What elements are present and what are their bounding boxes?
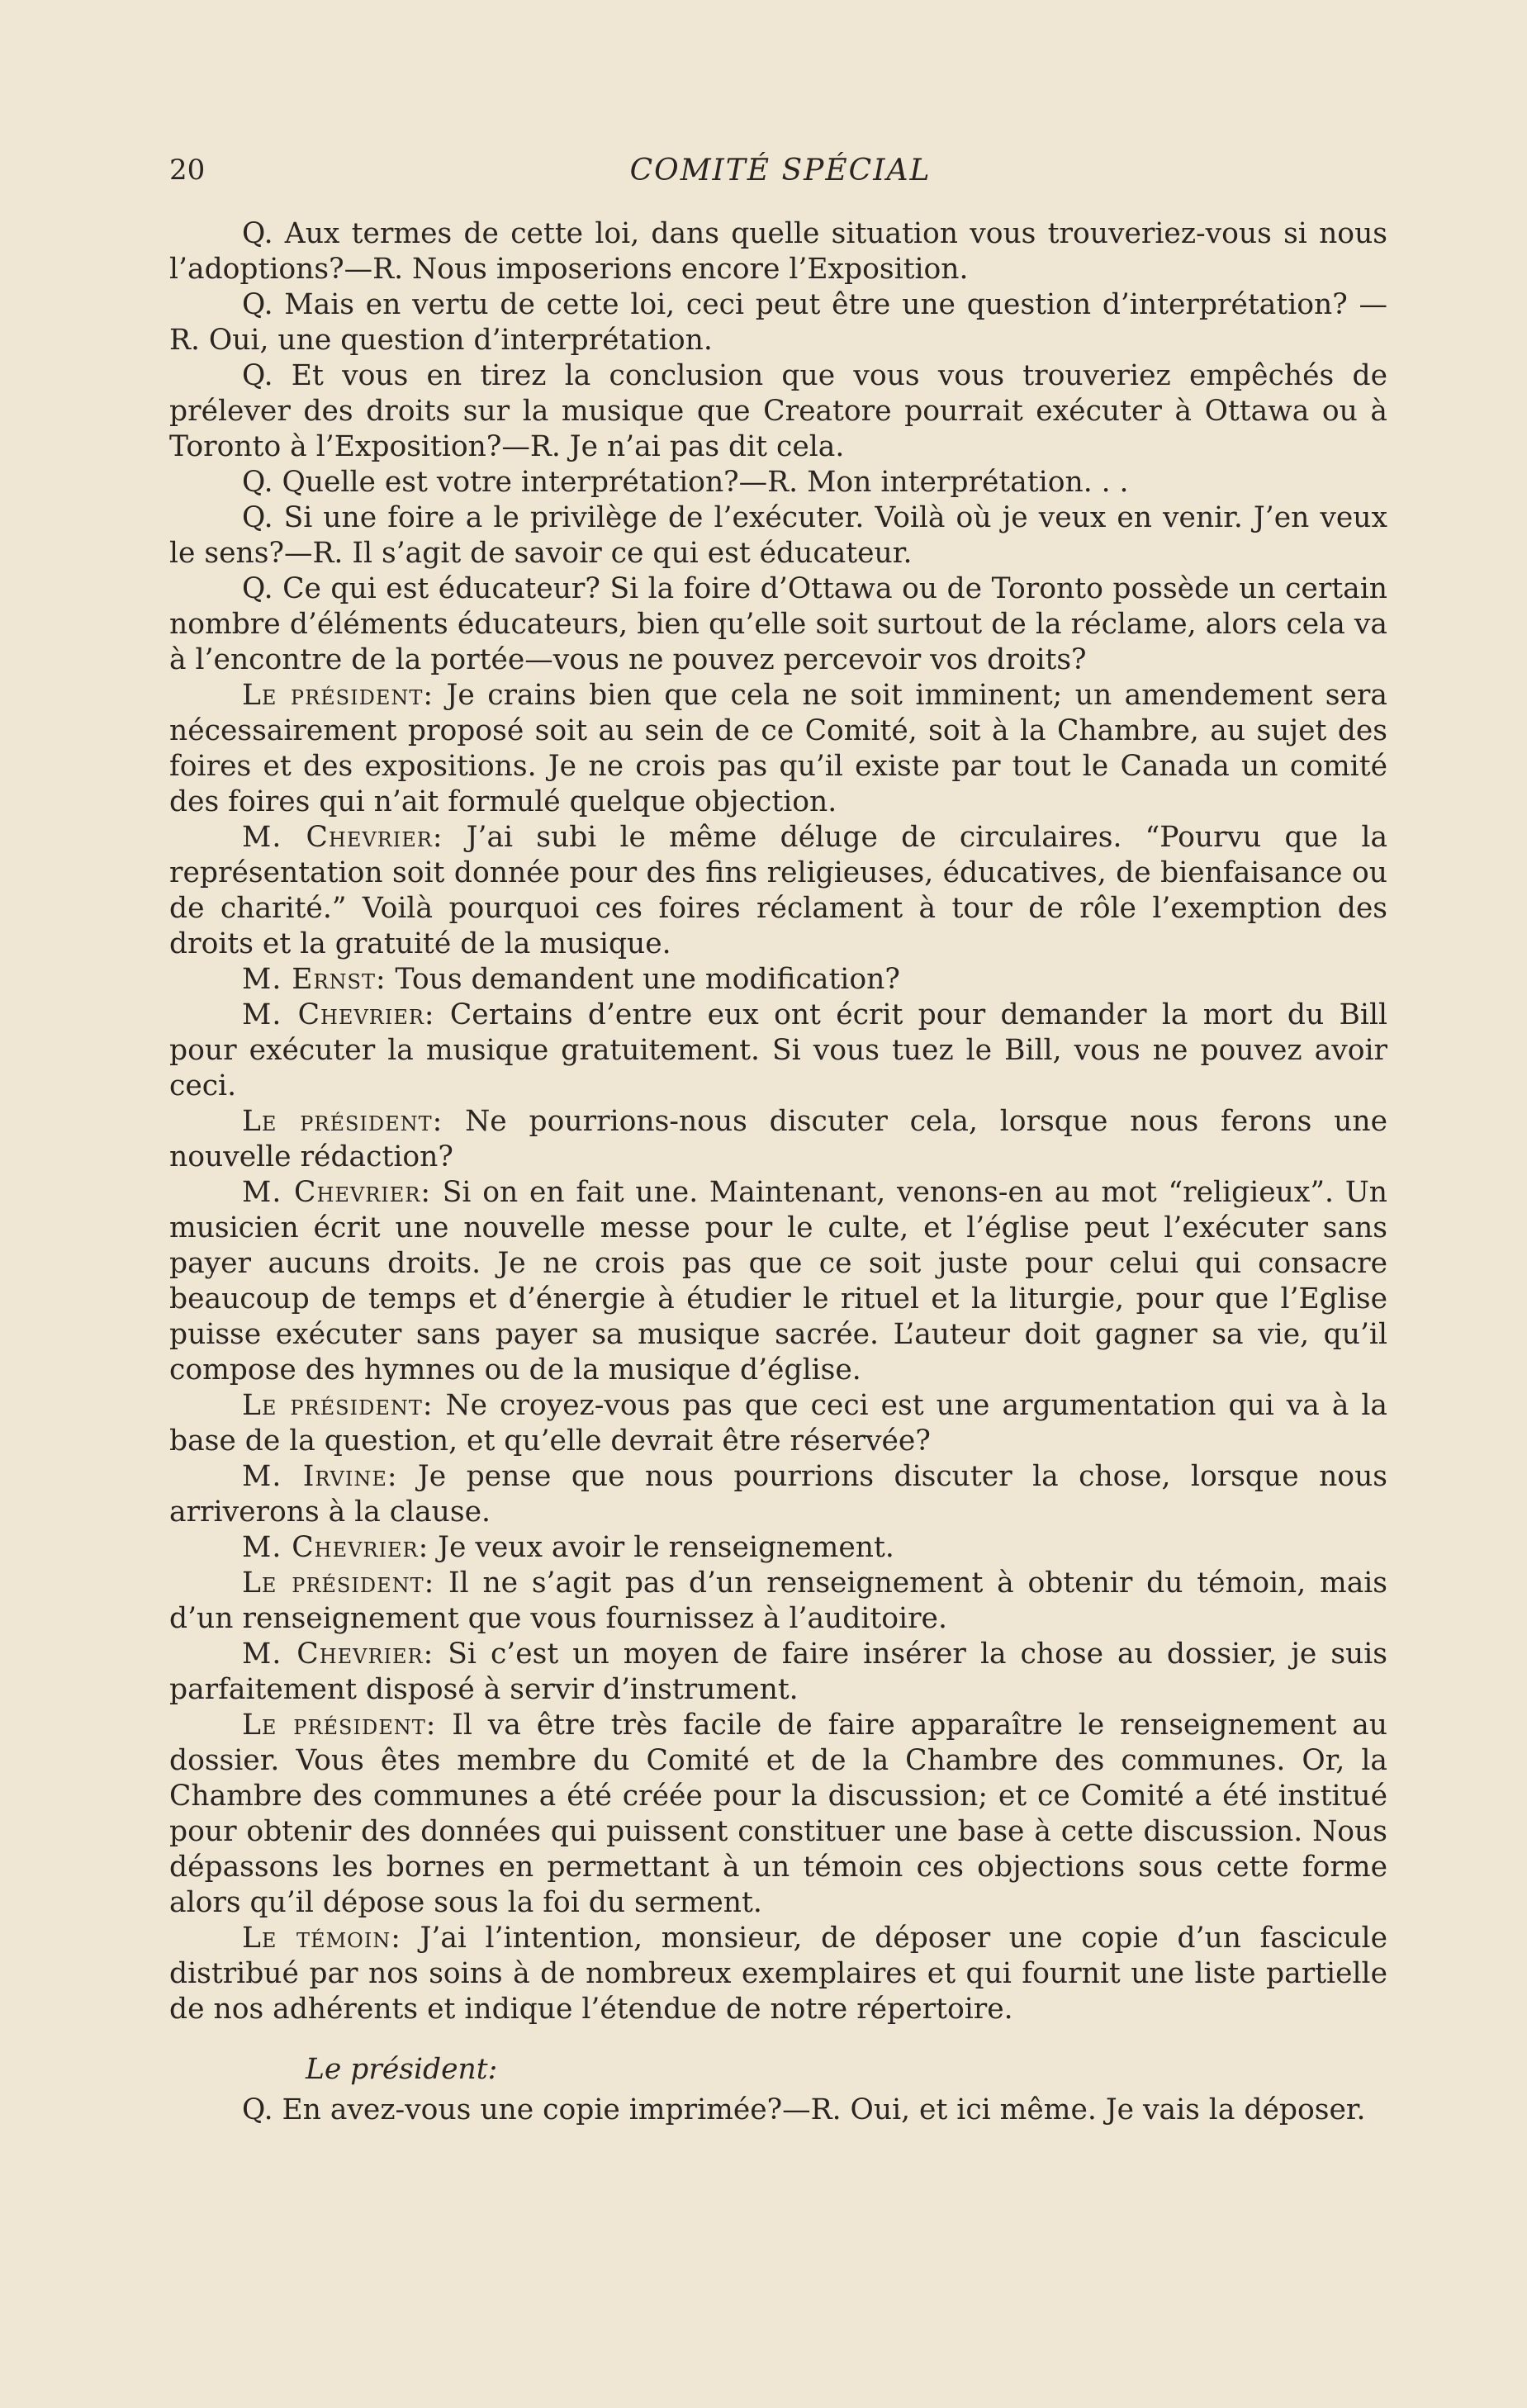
paragraph: Q. Aux termes de cette loi, dans quelle situation vous trouveriez-vous si nous l’adoptions?—R. Nous imposerions encore l’Exposition.	[169, 217, 1387, 286]
speaker-name: Le président:	[242, 1567, 435, 1600]
paragraph: Q. En avez-vous une copie imprimée?—R. Oui, et ici même. Je vais la déposer.	[242, 2093, 1366, 2126]
speaker-name: Le président:	[242, 1389, 434, 1422]
speaker-name: Le président:	[242, 679, 434, 712]
speaker-name: M. Chevrier:	[242, 1638, 434, 1671]
paragraph: Q. Ce qui est éducateur? Si la foire d’Ottawa ou de Toronto possède un certain nombre d’éléments éducateurs, bien qu’elle soit surtout de la réclame, alors cela va à l’encontre de la portée—vous ne pouvez percevoir vos droits?	[169, 572, 1387, 676]
speaker-name: M. Chevrier:	[242, 821, 443, 854]
paragraph: M. Chevrier: Je veux avoir le renseignement.	[242, 1531, 894, 1564]
speaker-name: M. Ernst:	[242, 963, 386, 996]
paragraph: Q. Si une foire a le privilège de l’exécuter. Voilà où je veux en venir. J’en veux le sens?—R. Il s’agit de savoir ce qui est éducateur.	[169, 501, 1387, 570]
paragraph: Le président: Ne pourrions-nous discuter cela, lorsque nous ferons une nouvelle rédaction?	[169, 1105, 1388, 1173]
paragraph: Q. Mais en vertu de cette loi, ceci peut être une question d’interprétation? —R. Oui, une question d’interprétation.	[169, 288, 1387, 357]
speaker-name: M. Chevrier:	[242, 1176, 431, 1209]
paragraph: M. Irvine: Je pense que nous pourrions discuter la chose, lorsque nous arriverons à la clause.	[169, 1460, 1387, 1529]
paragraph: M. Chevrier: Si c’est un moyen de faire insérer la chose au dossier, je suis parfaitement disposé à servir d’instrument.	[169, 1638, 1388, 1706]
paragraph: Le président: Ne croyez-vous pas que ceci est une argumentation qui va à la base de la question, et qu’elle devrait être réservée?	[169, 1389, 1387, 1458]
speaker-name: M. Chevrier:	[242, 998, 435, 1031]
transcript-body	[169, 216, 1387, 2128]
speaker-name: M. Irvine:	[242, 1460, 398, 1493]
paragraph: M. Chevrier: Si on en fait une. Maintenant, venons-en au mot “religieux”. Un musicien écrit une nouvelle messe pour le culte, et l’église peut l’exécuter sans payer aucuns droits. Je ne crois pas que ce soit juste pour celui qui consacre beaucoup de temps et d’énergie à étudier le rituel et la liturgie, pour que l’Eglise puisse exécuter sans payer sa musique sacrée. L’auteur doit gagner sa vie, qu’il compose des hymnes ou de la musique d’église.	[169, 1176, 1387, 1386]
speaker-name: Le président:	[242, 1709, 437, 1742]
paragraph: M. Chevrier: Certains d’entre eux ont écrit pour demander la mort du Bill pour exécuter la musique gratuitement. Si vous tuez le Bill, vous ne pouvez avoir ceci.	[169, 998, 1388, 1102]
speaker-name: Le témoin:	[242, 1922, 401, 1955]
page-header	[169, 154, 1392, 195]
paragraph: M. Chevrier: J’ai subi le même déluge de circulaires. “Pourvu que la représentation soit donnée pour des fins religieuses, éducatives, de bienfaisance ou de charité.” Voilà pourquoi ces foires réclament à tour de rôle l’exemption des droits et la gratuité de la musique.	[169, 821, 1388, 960]
paragraph: M. Ernst: Tous demandent une modification?	[242, 963, 900, 996]
paragraph: Le président: Il ne s’agit pas d’un renseignement à obtenir du témoin, mais d’un renseignement que vous fournissez à l’auditoire.	[169, 1567, 1387, 1635]
paragraph: Le président: Il va être très facile de faire apparaître le renseignement au dossier. Vous êtes membre du Comité et de la Chambre des communes. Or, la Chambre des communes a été créée pour la discussion; et ce Comité a été institué pour obtenir des données qui puissent constituer une base à cette discussion. Nous dépassons les bornes en permettant à un témoin ces objections sous cette forme alors qu’il dépose sous la foi du serment.	[169, 1709, 1387, 1919]
section-heading: Le président:	[306, 2053, 498, 2086]
running-title: COMITÉ SPÉCIAL	[629, 154, 932, 187]
speaker-name: M. Chevrier:	[242, 1531, 429, 1564]
paragraph: Q. Quelle est votre interprétation?—R. Mon interprétation. . .	[242, 466, 1129, 499]
paragraph: Le président: Je crains bien que cela ne soit imminent; un amendement sera nécessairement proposé soit au sein de ce Comité, soit à la Chambre, au sujet des foires et des expositions. Je ne crois pas qu’il existe par tout le Canada un comité des foires qui n’ait formulé quelque objection.	[169, 679, 1387, 818]
page-number: 20	[169, 154, 206, 187]
paragraph: Q. Et vous en tirez la conclusion que vous vous trouveriez empêchés de prélever des droits sur la musique que Creatore pourrait exécuter à Ottawa ou à Toronto à l’Exposition?—R. Je n’ai pas dit cela.	[169, 359, 1387, 463]
speaker-name: Le président:	[242, 1105, 443, 1138]
paragraph: Le témoin: J’ai l’intention, monsieur, de déposer une copie d’un fascicule distribué par nos soins à de nombreux exemplaires et qui fournit une liste partielle de nos adhérents et indique l’étendue de notre répertoire.	[169, 1922, 1387, 2026]
